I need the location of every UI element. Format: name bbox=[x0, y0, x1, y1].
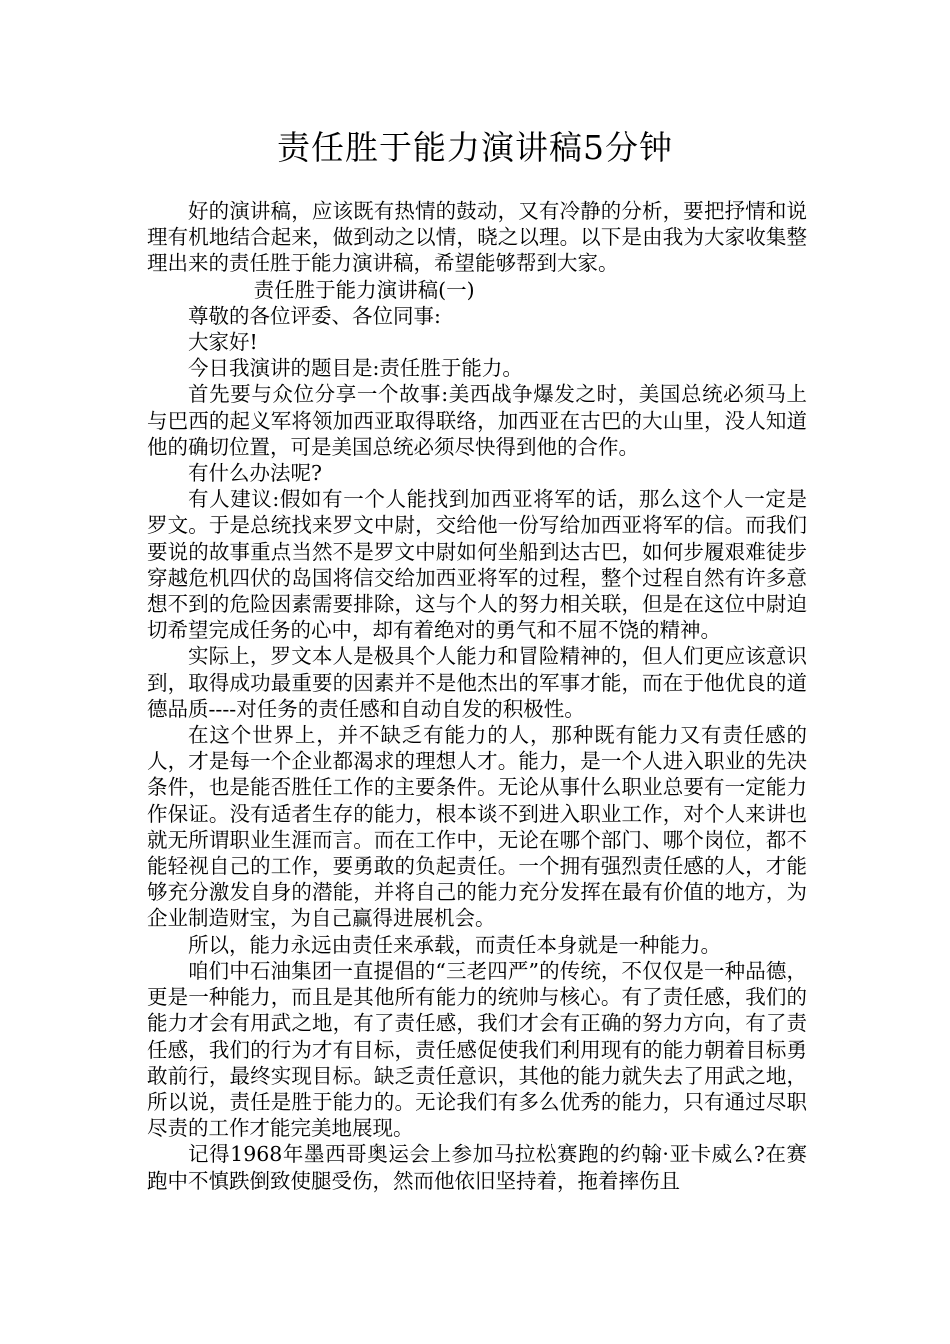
salutation: 尊敬的各位评委、各位同事: bbox=[188, 303, 441, 328]
speech-subtitle: 责任胜于能力演讲稿(一) bbox=[253, 277, 475, 302]
conclusion-paragraph: 所以，能力永远由责任来承载，而责任本身就是一种能力。 bbox=[188, 932, 721, 957]
topic-paragraph: 今日我演讲的题目是:责任胜于能力。 bbox=[188, 356, 523, 381]
story-paragraph: 首先要与众位分享一个故事:美西战争爆发之时，美国总统必须马上与巴西的起义军将领加西亚取得联络，加西亚在古巴的大山里，没人知道他的确切位置，可是美国总统必须尽快得到他的合作。 bbox=[147, 382, 807, 459]
document-body bbox=[147, 198, 807, 1194]
question-paragraph: 有什么办法呢? bbox=[188, 461, 322, 486]
greeting: 大家好! bbox=[188, 330, 258, 355]
petrochina-paragraph: 咱们中石油集团一直提倡的“三老四严”的传统，不仅仅是一种品德，更是一种能力，而且是其他所有能力的统帅与核心。有了责任感，我们的能力才会有用武之地，有了责任感，我们才会有正确的努力方向，有了责任感，我们的行为才有目标，责任感促使我们利用现有的能力朝着目标勇敢前行，最终实现目标。缺乏责任意识，其他的能力就失去了用武之地，所以说，责任是胜于能力的。无论我们有多么优秀的能力，只有通过尽职尽责的工作才能完美地展现。 bbox=[147, 958, 807, 1141]
document-title: 责任胜于能力演讲稿5分钟 bbox=[277, 128, 673, 167]
intro-paragraph: 好的演讲稿，应该既有热情的鼓动，又有冷静的分析，要把抒情和说理有机地结合起来，做到动之以情，晓之以理。以下是由我为大家收集整理出来的责任胜于能力演讲稿，希望能够帮到大家。 bbox=[147, 199, 807, 276]
rowan-paragraph: 有人建议:假如有一个人能找到加西亚将军的话，那么这个人一定是罗文。于是总统找来罗文中尉，交给他一份写给加西亚将军的信。而我们要说的故事重点当然不是罗文中尉如何坐船到达古巴，如何步履艰难徒步穿越危机四伏的岛国将信交给加西亚将军的过程，整个过程自然有许多意想不到的危险因素需要排除，这与个人的努力相关联，但是在这位中尉迫切希望完成任务的心中，却有着绝对的勇气和不屈不饶的精神。 bbox=[147, 487, 807, 643]
marathon-paragraph: 记得1968年墨西哥奥运会上参加马拉松赛跑的约翰·亚卡威么?在赛跑中不慎跌倒致使腿受伤，然而他依旧坚持着，拖着摔伤且 bbox=[147, 1142, 807, 1193]
ability-paragraph: 在这个世界上，并不缺乏有能力的人，那种既有能力又有责任感的人，才是每一个企业都渴求的理想人才。能力，是一个人进入职业的先决条件，也是能否胜任工作的主要条件。无论从事什么职业总要有一定能力作保证。没有适者生存的能力，根本谈不到进入职业工作，对个人来讲也就无所谓职业生涯而言。而在工作中，无论在哪个部门、哪个岗位，都不能轻视自己的工作，要勇敢的负起责任。一个拥有强烈责任感的人，才能够充分激发自身的潜能，并将自己的能力充分发挥在最有价值的地方，为企业制造财宝，为自己赢得进展机会。 bbox=[147, 723, 807, 931]
virtue-paragraph: 实际上，罗文本人是极具个人能力和冒险精神的，但人们更应该意识到，取得成功最重要的因素并不是他杰出的军事才能，而在于他优良的道德品质----对任务的责任感和自动自发的积极性。 bbox=[147, 644, 807, 721]
